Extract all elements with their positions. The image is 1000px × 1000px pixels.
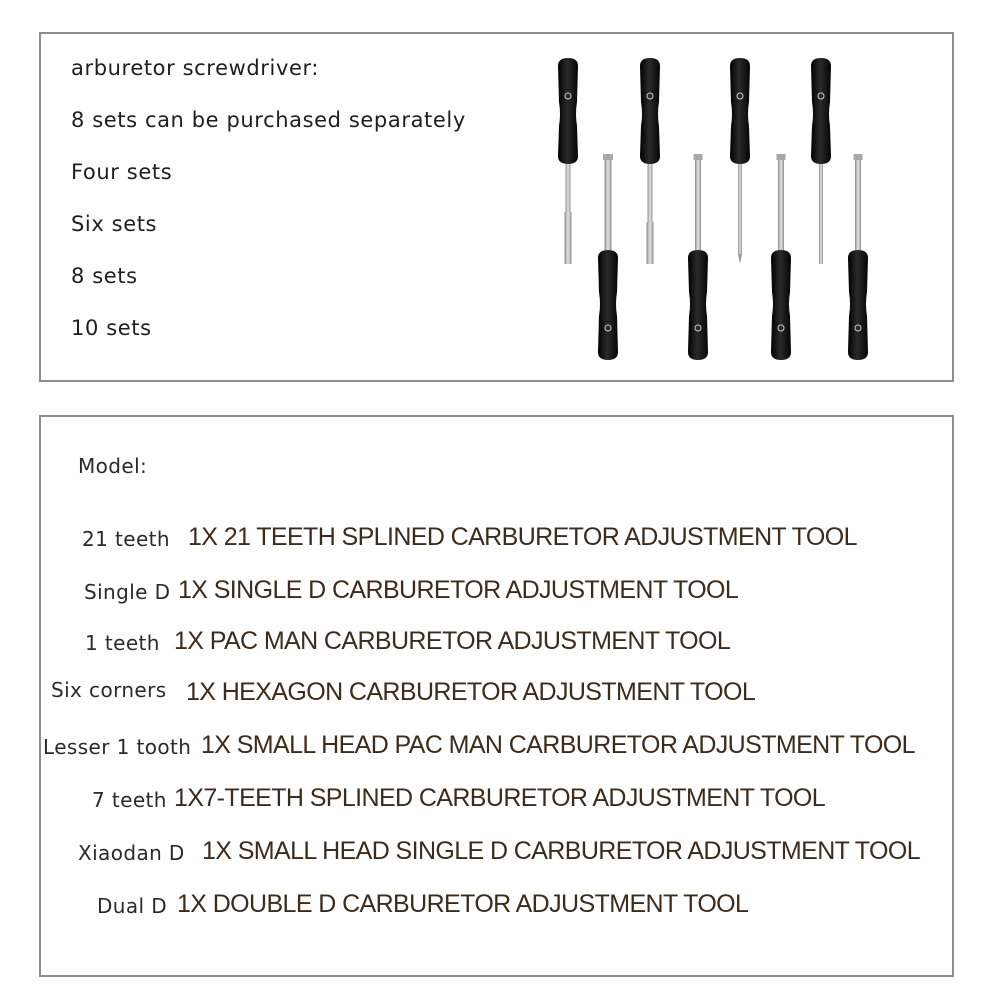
model-description: 1X 21 TEETH SPLINED CARBURETOR ADJUSTMENT TOOL xyxy=(188,523,857,551)
option-four-sets[interactable]: Four sets xyxy=(71,160,173,184)
model-short-name: Single D xyxy=(84,580,171,604)
model-description: 1X SINGLE D CARBURETOR ADJUSTMENT TOOL xyxy=(178,576,739,604)
model-row xyxy=(41,731,952,767)
screwdriver-icon xyxy=(771,154,791,360)
model-description: 1X SMALL HEAD SINGLE D CARBURETOR ADJUSTMENT TOOL xyxy=(202,837,921,865)
model-description: 1X DOUBLE D CARBURETOR ADJUSTMENT TOOL xyxy=(177,890,749,918)
model-row xyxy=(41,678,952,714)
model-row xyxy=(41,890,952,926)
option-ten-sets[interactable]: 10 sets xyxy=(71,316,152,340)
model-row xyxy=(41,627,952,663)
model-short-name: 7 teeth xyxy=(92,788,167,812)
model-description: 1X HEXAGON CARBURETOR ADJUSTMENT TOOL xyxy=(186,678,756,706)
model-short-name: 21 teeth xyxy=(82,527,170,551)
model-heading: Model: xyxy=(78,454,148,478)
model-list-panel xyxy=(39,415,954,977)
model-short-name: Dual D xyxy=(97,894,168,918)
screwdriver-set-image xyxy=(511,52,871,372)
screwdriver-icon xyxy=(811,58,831,264)
screwdriver-icon xyxy=(598,154,618,360)
screwdriver-icon xyxy=(688,154,708,360)
screwdriver-icon xyxy=(730,58,750,264)
model-row xyxy=(41,784,952,820)
model-short-name: 1 teeth xyxy=(85,631,160,655)
option-separate[interactable]: 8 sets can be purchased separately xyxy=(71,108,466,132)
model-description: 1X7-TEETH SPLINED CARBURETOR ADJUSTMENT TOOL xyxy=(174,784,826,812)
model-row xyxy=(41,523,952,559)
model-description: 1X SMALL HEAD PAC MAN CARBURETOR ADJUSTMENT TOOL xyxy=(201,731,915,759)
product-options-panel xyxy=(39,32,954,382)
screwdriver-icon xyxy=(558,58,578,264)
screwdriver-icon xyxy=(848,154,868,360)
model-short-name: Lesser 1 tooth xyxy=(43,735,192,759)
model-row xyxy=(41,837,952,873)
model-row xyxy=(41,576,952,612)
screwdriver-icon xyxy=(640,58,660,264)
model-short-name: Xiaodan D xyxy=(78,841,185,865)
option-six-sets[interactable]: Six sets xyxy=(71,212,158,236)
product-title: arburetor screwdriver: xyxy=(71,56,320,80)
option-eight-sets[interactable]: 8 sets xyxy=(71,264,138,288)
model-short-name: Six corners xyxy=(51,678,167,702)
model-description: 1X PAC MAN CARBURETOR ADJUSTMENT TOOL xyxy=(174,627,731,655)
